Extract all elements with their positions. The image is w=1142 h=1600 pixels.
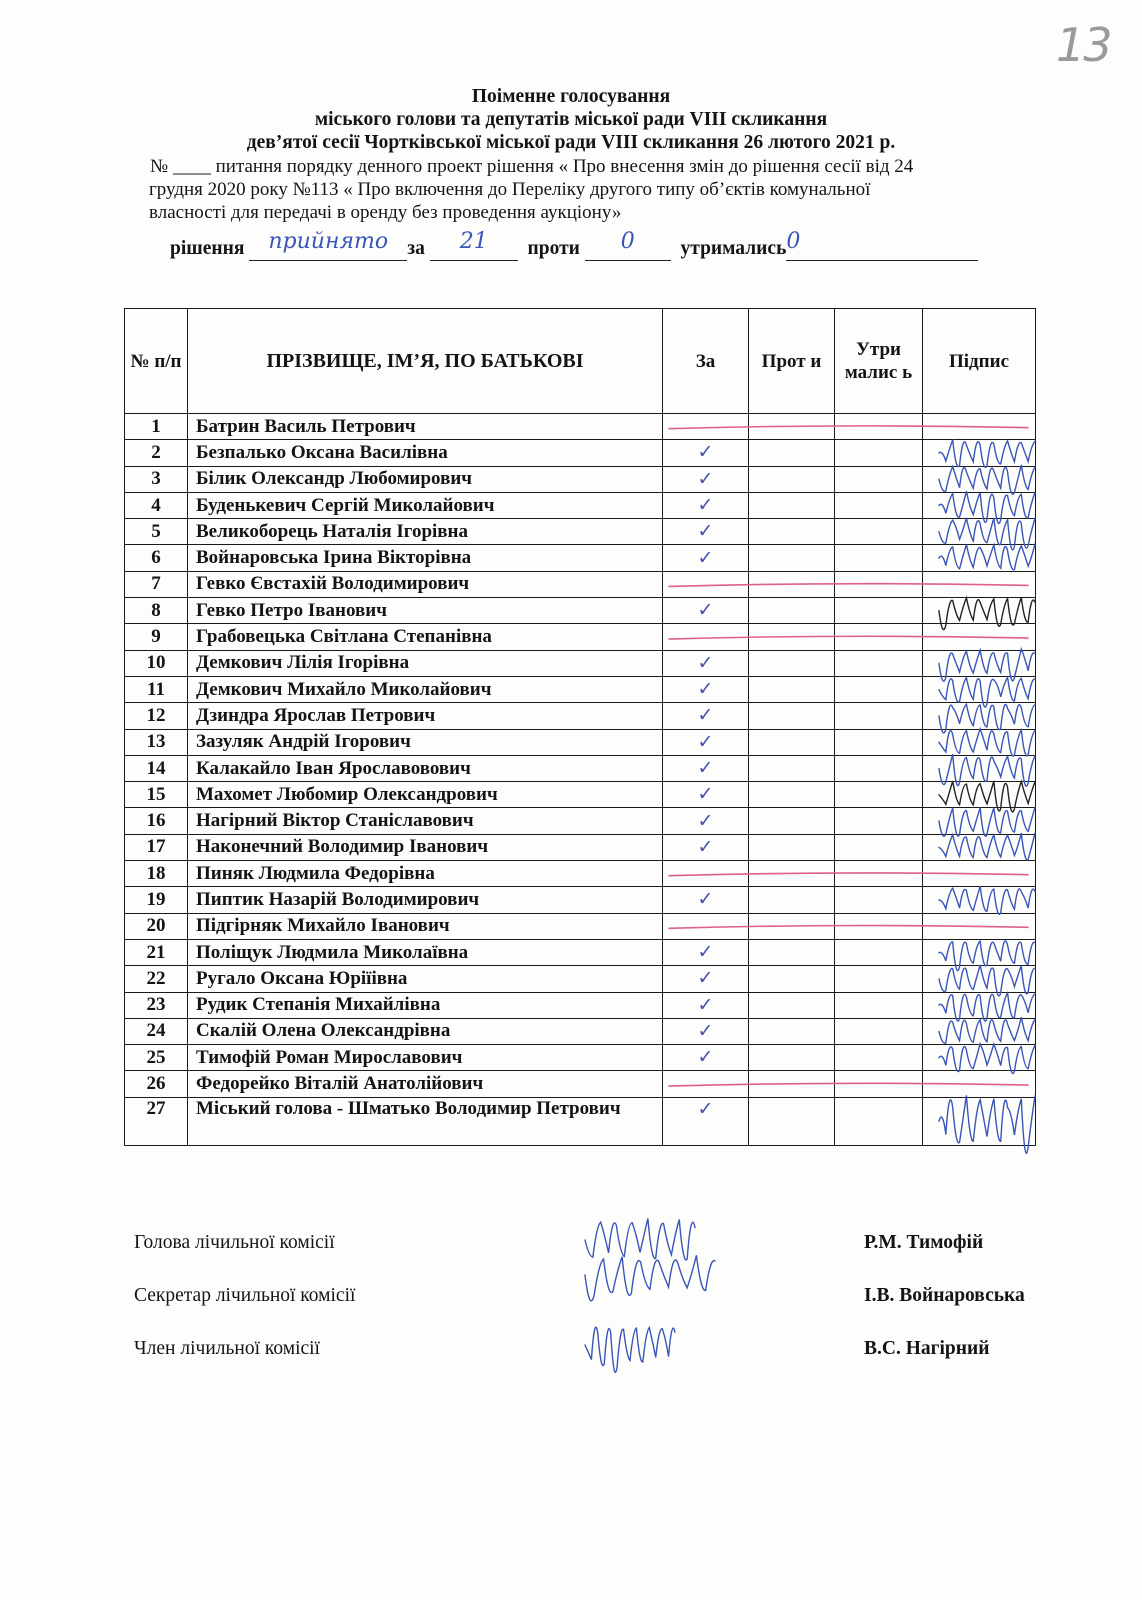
doc-session-line: дев’ятої сесії Чортківської міської ради VIII скликання 26 лютого 2021 р. xyxy=(246,132,896,153)
deputy-name: Буденькевич Сергій Миколайович xyxy=(188,492,663,518)
deputy-name: Пиптик Назарій Володимирович xyxy=(188,887,663,913)
doc-title: Поіменне голосування xyxy=(471,86,671,107)
deputy-name: Махомет Любомир Олександрович xyxy=(188,782,663,808)
col-header-number: № п/п xyxy=(125,309,188,414)
signature-scribble xyxy=(939,993,1035,1021)
checkmark-icon: ✓ xyxy=(697,757,714,779)
checkmark-icon: ✓ xyxy=(697,835,714,858)
checkmark-icon: ✓ xyxy=(697,730,714,753)
checkmark-icon: ✓ xyxy=(697,546,714,569)
deputy-name: Підгірняк Михайло Іванович xyxy=(188,913,663,939)
secretary-name: І.В. Войнаровська xyxy=(864,1285,1025,1306)
row-number: 6 xyxy=(125,545,188,571)
deputy-name: Рудик Степанія Михайлівна xyxy=(188,992,663,1018)
deputy-name: Великоборець Наталія Ігорівна xyxy=(188,519,663,545)
checkmark-icon: ✓ xyxy=(697,941,714,964)
commission-signature xyxy=(585,1327,675,1372)
member-label: Член лічильної комісії xyxy=(134,1338,320,1359)
chair-label: Голова лічильної комісії xyxy=(134,1232,335,1253)
member-name: В.С. Нагірний xyxy=(864,1338,990,1359)
signature-scribble xyxy=(939,833,1035,860)
signature-scribble xyxy=(939,1044,1035,1074)
row-number: 17 xyxy=(125,834,188,860)
row-number: 19 xyxy=(125,887,188,913)
row-number: 23 xyxy=(125,992,188,1018)
row-number: 4 xyxy=(125,492,188,518)
commission-signature xyxy=(585,1255,715,1301)
signature-scribble xyxy=(939,597,1035,629)
checkmark-icon: ✓ xyxy=(697,467,714,490)
deputy-name: Гевко Євстахій Володимирович xyxy=(188,571,663,597)
deputy-name: Пиняк Людмила Федорівна xyxy=(188,861,663,887)
deputy-name: Поліщук Людмила Миколаївна xyxy=(188,939,663,965)
row-number: 16 xyxy=(125,808,188,834)
strike-line xyxy=(669,873,1028,876)
checkmark-icon: ✓ xyxy=(697,1046,714,1069)
deputy-name: Дзиндра Ярослав Петрович xyxy=(188,703,663,729)
row-number: 21 xyxy=(125,939,188,965)
abstained-value: 0 xyxy=(786,229,801,254)
deputy-name: Ругало Оксана Юріїівна xyxy=(188,966,663,992)
checkmark-icon: ✓ xyxy=(697,599,714,622)
signature-scribble xyxy=(939,729,1035,756)
strike-line xyxy=(669,426,1028,429)
commission-signature xyxy=(585,1218,695,1260)
deputy-name: Гевко Петро Іванович xyxy=(188,598,663,624)
row-number: 5 xyxy=(125,519,188,545)
deputy-name: Скалій Олена Олександрівна xyxy=(188,1018,663,1044)
signature-scribble xyxy=(939,781,1035,812)
signature-scribble xyxy=(939,807,1035,836)
deputy-name: Грабовецька Світлана Степанівна xyxy=(188,624,663,650)
deputy-name: Тимофій Роман Мирославович xyxy=(188,1045,663,1071)
row-number: 25 xyxy=(125,1045,188,1071)
checkmark-icon: ✓ xyxy=(697,1097,714,1120)
row-number: 2 xyxy=(125,440,188,466)
row-number: 9 xyxy=(125,624,188,650)
chair-name: Р.М. Тимофій xyxy=(864,1232,984,1253)
checkmark-icon: ✓ xyxy=(697,651,714,674)
row-number: 20 xyxy=(125,913,188,939)
signature-scribble xyxy=(939,649,1035,681)
signature-scribble xyxy=(939,1095,1035,1153)
checkmark-icon: ✓ xyxy=(697,704,714,727)
row-number: 18 xyxy=(125,861,188,887)
row-number: 12 xyxy=(125,703,188,729)
signature-scribble xyxy=(939,1017,1035,1043)
doc-subtitle: міського голови та депутатів міської ради VIII скликання xyxy=(314,109,828,130)
deputy-name: Міський голова - Шматько Володимир Петрович xyxy=(188,1097,663,1145)
signature-scribble xyxy=(939,491,1035,523)
checkmark-icon: ✓ xyxy=(697,993,714,1016)
strike-line xyxy=(669,584,1028,587)
subject-line-1: № ____ питання порядку денного проект рішення « Про внесення змін до рішення сесії від 24 xyxy=(150,156,914,177)
row-number: 3 xyxy=(125,466,188,492)
abstained-label: утримались xyxy=(680,238,787,259)
checkmark-icon: ✓ xyxy=(697,494,714,517)
strike-line xyxy=(669,926,1028,929)
checkmark-icon: ✓ xyxy=(697,967,714,990)
col-header-for: За xyxy=(663,309,749,414)
signature-scribble xyxy=(939,440,1035,468)
checkmark-icon: ✓ xyxy=(697,520,714,543)
deputy-name: Зазуляк Андрій Ігорович xyxy=(188,729,663,755)
row-number: 24 xyxy=(125,1018,188,1044)
deputy-name: Безпалько Оксана Василівна xyxy=(188,440,663,466)
col-header-signature: Підпис xyxy=(923,309,1036,414)
signature-scribble xyxy=(939,677,1035,707)
col-header-abstained: Утри малис ь xyxy=(835,309,923,414)
checkmark-icon: ✓ xyxy=(697,441,714,464)
signature-scribble xyxy=(939,544,1035,570)
deputy-name: Федорейко Віталій Анатолійович xyxy=(188,1071,663,1097)
against-value: 0 xyxy=(620,229,635,254)
row-number: 14 xyxy=(125,755,188,781)
signature-scribble xyxy=(939,965,1035,996)
deputy-name: Демкович Михайло Миколайович xyxy=(188,676,663,702)
checkmark-icon: ✓ xyxy=(697,888,714,911)
for-label: за xyxy=(407,238,425,259)
page-number: 13 xyxy=(1056,18,1111,72)
row-number: 1 xyxy=(125,414,188,440)
decision-value: прийнято xyxy=(268,229,389,254)
subject-line-3: власності для передачі в оренду без проведення аукціону» xyxy=(149,202,622,223)
for-value: 21 xyxy=(459,229,488,254)
row-number: 13 xyxy=(125,729,188,755)
col-header-name: ПРІЗВИЩЕ, ІМ’Я, ПО БАТЬКОВІ xyxy=(188,309,663,414)
signature-scribble xyxy=(939,465,1035,494)
row-number: 11 xyxy=(125,676,188,702)
against-label: проти xyxy=(527,238,580,259)
checkmark-icon: ✓ xyxy=(697,809,714,832)
row-number: 7 xyxy=(125,571,188,597)
subject-line-2: грудня 2020 року №113 « Про включення до Переліку другого типу об’єктів комунальної xyxy=(149,179,871,200)
deputy-name: Калакайло Іван Ярославовович xyxy=(188,755,663,781)
deputy-name: Білик Олександр Любомирович xyxy=(188,466,663,492)
deputy-name: Наконечний Володимир Іванович xyxy=(188,834,663,860)
deputy-name: Нагірний Віктор Станіславович xyxy=(188,808,663,834)
secretary-label: Секретар лічильної комісії xyxy=(134,1285,356,1306)
row-number: 27 xyxy=(125,1097,188,1145)
row-number: 8 xyxy=(125,598,188,624)
col-header-against: Прот и xyxy=(749,309,835,414)
row-number: 26 xyxy=(125,1071,188,1097)
checkmark-icon: ✓ xyxy=(697,783,714,806)
signature-scribble xyxy=(939,518,1035,550)
decision-label: рішення xyxy=(170,238,245,259)
row-number: 22 xyxy=(125,966,188,992)
checkmark-icon: ✓ xyxy=(697,678,714,701)
deputy-name: Войнаровська Ірина Вікторівна xyxy=(188,545,663,571)
strike-line xyxy=(669,1083,1028,1086)
checkmark-icon: ✓ xyxy=(697,1019,714,1042)
row-number: 15 xyxy=(125,782,188,808)
deputy-name: Батрин Василь Петрович xyxy=(188,414,663,440)
signature-scribble xyxy=(939,886,1035,914)
strike-line xyxy=(669,636,1028,639)
deputy-name: Демкович Лілія Ігорівна xyxy=(188,650,663,676)
row-number: 10 xyxy=(125,650,188,676)
signature-scribble xyxy=(939,704,1035,733)
